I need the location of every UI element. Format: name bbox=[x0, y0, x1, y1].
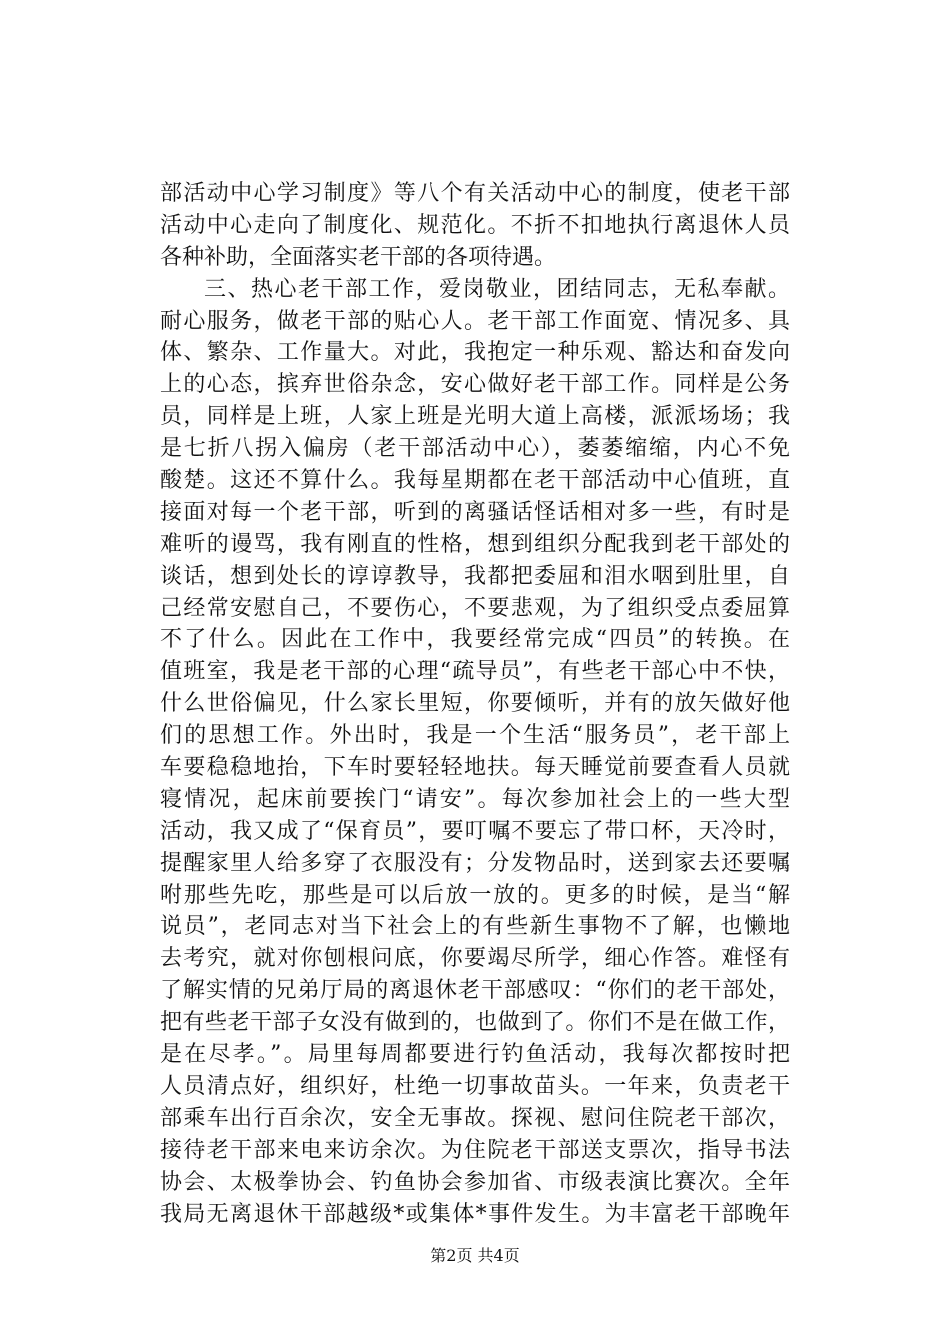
text-line: 不了什么。因此在工作中，我要经常完成“四员”的转换。在 bbox=[160, 627, 790, 653]
text-line: 我局无离退休干部越级*或集体*事件发生。为丰富老干部晚年 bbox=[160, 1201, 790, 1227]
text-line: 咐那些先吃，那些是可以后放一放的。更多的时候，是当“解 bbox=[160, 882, 790, 908]
text-line: 耐心服务，做老干部的贴心人。老干部工作面宽、情况多、具 bbox=[160, 308, 790, 334]
text-line: 去考究，就对你刨根问底，你要竭尽所学，细心作答。难怪有 bbox=[160, 946, 790, 972]
text-line: 值班室，我是老干部的心理“疏导员”，有些老干部心中不快， bbox=[160, 659, 790, 685]
text-line: 接待老干部来电来访余次。为住院老干部送支票次，指导书法 bbox=[160, 1137, 790, 1163]
text-line: 人员清点好，组织好，杜绝一切事故苗头。一年来，负责老干 bbox=[160, 1073, 790, 1099]
text-line: 是在尽孝。”。局里每周都要进行钓鱼活动，我每次都按时把 bbox=[160, 1042, 790, 1068]
text-line: 是七折八拐入偏房（老干部活动中心），萎萎缩缩，内心不免 bbox=[160, 436, 790, 462]
text-line: 们的思想工作。外出时，我是一个生活“服务员”，老干部上 bbox=[160, 723, 790, 749]
text-line: 员，同样是上班，人家上班是光明大道上高楼，派派场场；我 bbox=[160, 404, 790, 430]
text-line: 寝情况，起床前要挨门“请安”。每次参加社会上的一些大型 bbox=[160, 786, 790, 812]
text-line: 部活动中心学习制度》等八个有关活动中心的制度，使老干部 bbox=[160, 181, 790, 206]
text-line: 活动，我又成了“保育员”，要叮嘱不要忘了带口杯，天冷时， bbox=[160, 818, 790, 844]
paragraph-start-line: 三、热心老干部工作，爱岗敬业，团结同志，无私奉献。 bbox=[204, 276, 790, 302]
text-line: 体、繁杂、工作量大。对此，我抱定一种乐观、豁达和奋发向 bbox=[160, 340, 790, 366]
text-line: 上的心态，摈弃世俗杂念，安心做好老干部工作。同样是公务 bbox=[160, 372, 790, 398]
text-line: 了解实情的兄弟厅局的离退休老干部感叹：“你们的老干部处， bbox=[160, 978, 790, 1004]
text-line: 活动中心走向了制度化、规范化。不折不扣地执行离退休人员 bbox=[160, 212, 790, 238]
text-line: 接面对每一个老干部，听到的离骚话怪话相对多一些，有时是 bbox=[160, 499, 790, 525]
text-line: 提醒家里人给多穿了衣服没有；分发物品时，送到家去还要嘱 bbox=[160, 850, 790, 876]
text-line: 各种补助，全面落实老干部的各项待遇。 bbox=[160, 244, 557, 270]
text-line: 说员”，老同志对当下社会上的有些新生事物不了解，也懒地 bbox=[160, 914, 790, 940]
text-line: 部乘车出行百余次，安全无事故。探视、慰问住院老干部次， bbox=[160, 1105, 790, 1131]
text-line: 协会、太极拳协会、钓鱼协会参加省、市级表演比赛次。全年 bbox=[160, 1169, 790, 1195]
text-line: 难听的谩骂，我有刚直的性格，想到组织分配我到老干部处的 bbox=[160, 531, 790, 557]
text-line: 什么世俗偏见，什么家长里短，你要倾听，并有的放矢做好他 bbox=[160, 691, 790, 717]
text-line: 己经常安慰自己，不要伤心，不要悲观，为了组织受点委屈算 bbox=[160, 595, 790, 621]
text-line: 车要稳稳地抬，下车时要轻轻地扶。每天睡觉前要查看人员就 bbox=[160, 755, 790, 781]
document-body bbox=[160, 178, 790, 1230]
text-line: 酸楚。这还不算什么。我每星期都在老干部活动中心值班，直 bbox=[160, 468, 790, 494]
text-line: 把有些老干部子女没有做到的，也做到了。你们不是在做工作， bbox=[160, 1010, 790, 1036]
page-footer: 第2页 共4页 bbox=[430, 1246, 520, 1265]
text-line: 谈话，想到处长的谆谆教导，我都把委屈和泪水咽到肚里，自 bbox=[160, 563, 790, 589]
